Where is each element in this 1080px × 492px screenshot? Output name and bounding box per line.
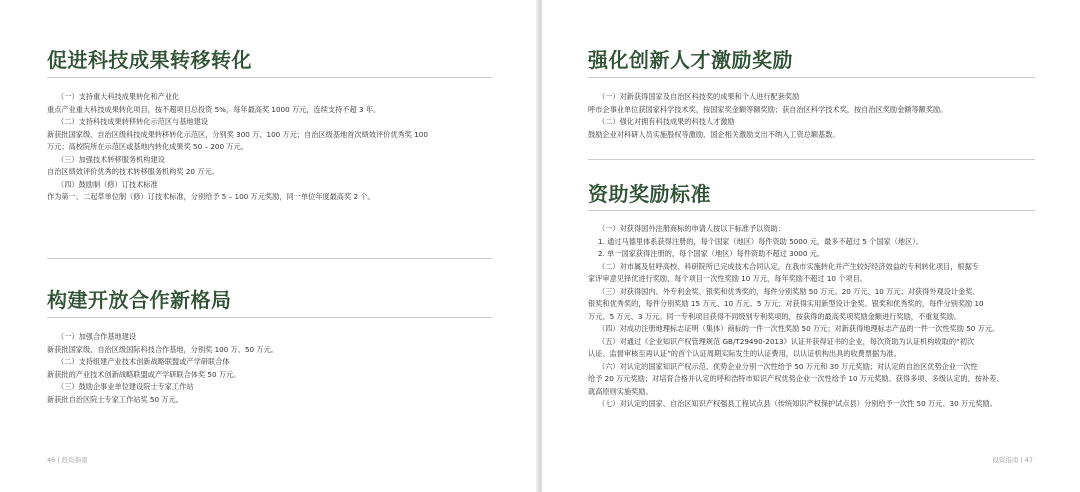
section-title-funding-standards: 资助奖励标准 [588,182,711,206]
paragraph-line: （六）对认定的国家知识产权示范、优势企业分别一次性给予 50 万元和 30 万元奖励；对认定的自治区优势企业一次性 [598,361,978,371]
subheading: （一）支持重大科技成果转化和产业化 [57,92,180,101]
paragraph-line: 认证、监督审核至再认证”的首个认证周期实际发生的认证费用，以认证机构出具的收费票据为准。 [588,349,901,358]
page-number-left: 46 | 投资指南 [47,456,88,464]
section-divider [588,210,1035,211]
page-number-right: 投资指南 | 47 [992,456,1033,464]
talent-incentive-body [588,91,947,141]
subheading: （二）支持科技成果转移转化示范区与基地建设 [57,117,208,126]
subheading: （四）鼓励制（修）订技术标准 [57,179,158,189]
section-divider [47,258,492,259]
paragraph-line: 就高原则实施奖励。 [588,386,653,396]
paragraph-line: （二）对市属及驻呼高校、科研院所已完成技术合同认定，在我市实施转化并产生较好经济效益的专利转化项目，根据专 [598,261,979,271]
paragraph-line: 新获批的产业技术创新战略联盟或产学研联合体奖 50 万元。 [47,369,241,379]
paragraph-line: 作为第一、二起草单位制（修）订技术标准，分别给予 5 – 100 万元奖励，同一单位年度最高奖 2 个。 [47,192,375,201]
paragraph-line: （五）对通过《企业知识产权管理规范 GB/T29490-2013》认证并获得证书的企业，每次资助为认证机构收取的“初次 [598,336,975,346]
paragraph-line: （三）对获得国内、外专利金奖、银奖和优秀奖的，每件分别奖励 50 万元、20 万元、10 万元；对获得外观设计金奖、 [598,286,980,296]
subheading: （二）支持组建产业技术创新战略联盟或产学研联合体 [57,357,230,366]
subheading: （一）对获得国外注册商标的申请人按以下标准予以资助： [598,224,785,233]
tech-transfer-body [47,91,428,204]
section-title-talent-incentive: 强化创新人才激励奖励 [588,48,793,72]
paragraph-line: （四）对成功注册地理标志证明（集体）商标的一件一次性奖励 50 万元；对新获得地理标志产品的一件一次性奖励 50 万元。 [598,324,1000,333]
paragraph-line: 重点产业重大科技成果转化项目，按不超项目总投资 5%，每年最高奖 1000 万元，连续支持不超 3 年。 [47,104,381,114]
section-divider [47,317,492,318]
paragraph-line: 万元；高校院所在示范区或基地内转化成果奖 50 – 200 万元。 [47,142,248,151]
section-title-tech-transfer: 促进科技成果转移转化 [47,48,252,72]
paragraph-line: 自治区绩效评价优秀的技术转移服务机构奖 20 万元。 [47,167,219,176]
section-divider [588,159,1035,160]
subheading: （一）加强合作基地建设 [57,332,137,341]
paragraph-line: 呼市企事业单位获国家科学技术奖，按国家奖金额等额奖励；获自治区科学技术奖，按自治区奖励金额等额奖励。 [588,104,948,114]
section-divider [588,77,1035,78]
paragraph-line: 新获批自治区院士专家工作站奖 50 万元。 [47,394,183,404]
section-title-open-cooperation: 构建开放合作新格局 [47,288,232,312]
left-page [0,0,538,492]
paragraph-line: 新获批国家级、自治区级国际科技合作基地，分别奖 100 万、50 万元。 [47,344,278,354]
subheading: （二）强化对拥有科技成果的科技人才激励 [598,117,735,126]
paragraph-line: 给予 20 万元奖励；对培育合格并认定的呼和浩特市知识产权优势企业一次性给予 10 万元奖励。获得多项、多级认定的，按补差、 [588,374,1004,383]
paragraph-line: 1. 通过马德里体系获得注册的，每个国家（地区）每件资助 5000 元，最多不超过 5 个国家（地区）。 [598,236,924,246]
paragraph-line: 鼓励企业对科研人员实施股权等激励，国企相关激励支出不纳入工资总额基数。 [588,129,840,139]
paragraph-line: 家评审意见择优进行奖励，每个项目一次性奖励 10 万元，每年奖励不超过 10 个项目。 [588,274,867,283]
paragraph-line: 万元、5 万元、3 万元。同一专利项目获得不同级别专利奖项的，按获得的最高奖项奖励金额进行奖励，不重复奖励。 [588,311,962,321]
subheading: （三）鼓励企事业单位建设院士专家工作站 [57,382,194,391]
open-cooperation-body [47,331,278,406]
subheading: （一）对新获得国家及自治区科技奖的成果和个人进行配套奖励 [598,92,800,101]
funding-standards-body [588,223,1004,411]
right-page [542,0,1080,492]
paragraph-line: 2. 单一国家获得注册的，每个国家（地区）每件资助不超过 3000 元。 [598,249,825,258]
section-divider [47,77,492,78]
subheading: （三）加强技术转移服务机构建设 [57,154,165,164]
paragraph-line: 新获批国家级、自治区级科技成果转移转化示范区，分别奖 300 万、100 万元；自治区级基地首次绩效评价优秀奖 100 [47,129,428,139]
paragraph-line: （七）对认定的国家、自治区知识产权强县工程试点县（传统知识产权保护试点县）分别给予一次性 50 万元、30 万元奖励。 [598,399,997,408]
paragraph-line: 银奖和优秀奖的，每件分别奖励 15 万元、10 万元、5 万元；对获得实用新型设计金奖、银奖和优秀奖的，每件分别奖励 10 [588,299,984,308]
